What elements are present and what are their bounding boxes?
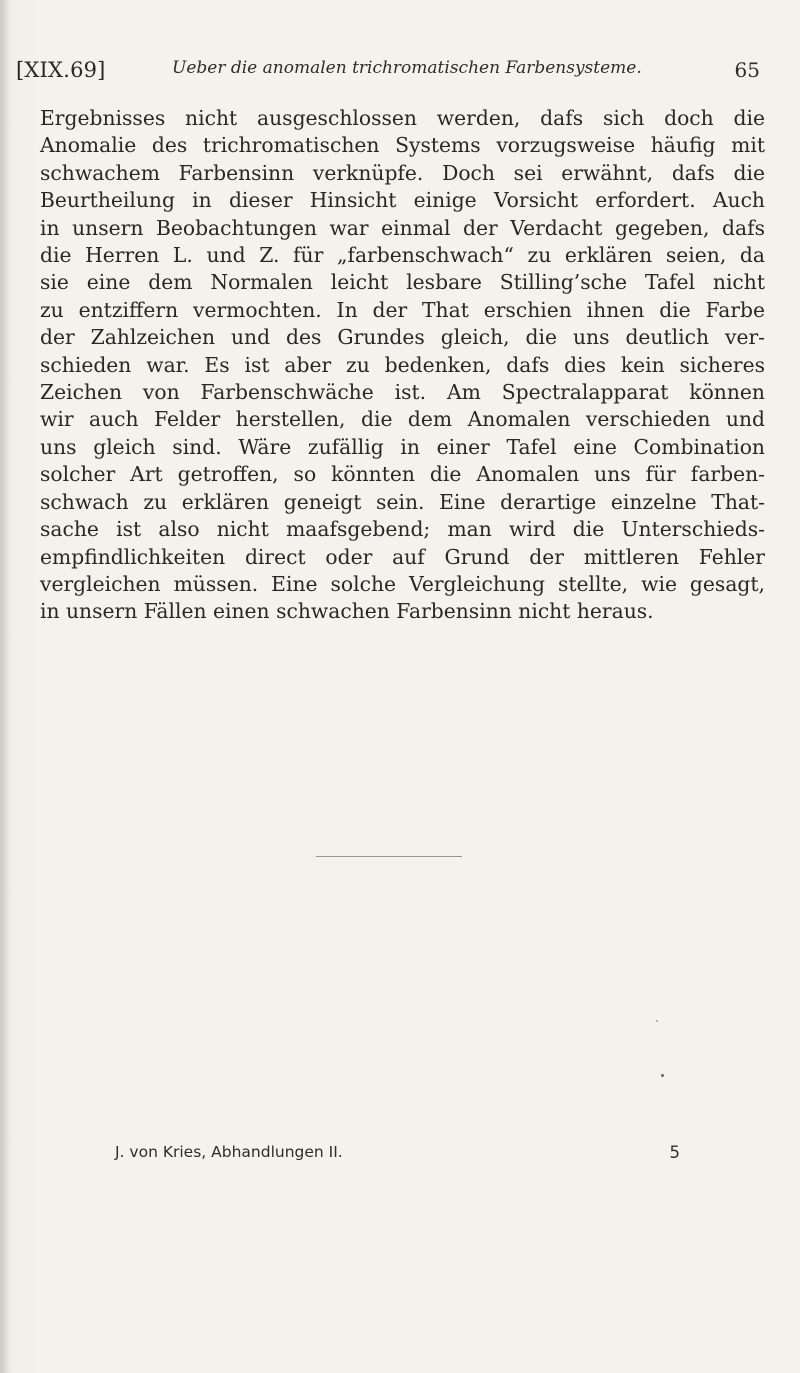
text-line: Ergebnisses nicht ausgeschlossen werden, dafs sich doch die [40,106,765,130]
text-line: schwachem Farbensinn verknüpfe. Doch sei erwähnt, dafs die [40,160,765,185]
page-edge-shadow [0,0,10,1373]
text-line: sache ist also nicht maafsgebend; man wird die Unterschieds- [40,517,765,542]
text-line: solcher Art getroffen, so könnten die Anomalen uns für farben- [40,462,765,487]
text-line: Anomalie des trichromatischen Systems vorzugsweise häufig mit [40,133,765,158]
text-line: sie eine dem Normalen leicht lesbare Stilling’sche Tafel nicht [40,270,765,295]
section-divider-rule [316,856,462,857]
page-footer [115,1143,680,1167]
text-line: die Herren L. und Z. für „farbenschwach“ zu erklären seien, da [40,243,765,268]
paper-speck [656,1020,658,1022]
text-line: zu entziffern vermochten. In der That erschien ihnen die Farbe [40,297,765,322]
text-line: in unsern Beobachtungen war einmal der Verdacht gegeben, dafs [40,215,765,240]
body-paragraph [40,105,765,626]
paper-speck [661,1074,664,1077]
text-line: wir auch Felder herstellen, die dem Anomalen verschieden und [40,407,765,432]
text-line: vergleichen müssen. Eine solche Vergleichung stellte, wie gesagt, [40,571,765,596]
page-number: 65 [734,58,760,82]
text-line: schwach zu erklären geneigt sein. Eine derartige einzelne That- [40,489,765,514]
running-head [16,58,764,94]
footer-sheet-signature: 5 [669,1143,680,1162]
section-signature: [XIX.69] [16,58,106,82]
text-line: Zeichen von Farbenschwäche ist. Am Spectralapparat können [40,380,765,405]
text-line: in unsern Fällen einen schwachen Farbensinn nicht heraus. [40,599,654,624]
footer-author-line: J. von Kries, Abhandlungen II. [115,1143,343,1161]
text-line: uns gleich sind. Wäre zufällig in einer Tafel eine Combination [40,434,765,459]
text-line: Beurtheilung in dieser Hinsicht einige Vorsicht erfordert. Auch [40,188,765,213]
text-line: schieden war. Es ist aber zu bedenken, dafs dies kein sicheres [40,352,765,377]
running-title: Ueber die anomalen trichromatischen Farbensysteme. [172,58,642,78]
text-line: empfindlichkeiten direct oder auf Grund der mittleren Fehler [40,544,765,569]
text-line: der Zahlzeichen und des Grundes gleich, die uns deutlich ver- [40,325,765,350]
